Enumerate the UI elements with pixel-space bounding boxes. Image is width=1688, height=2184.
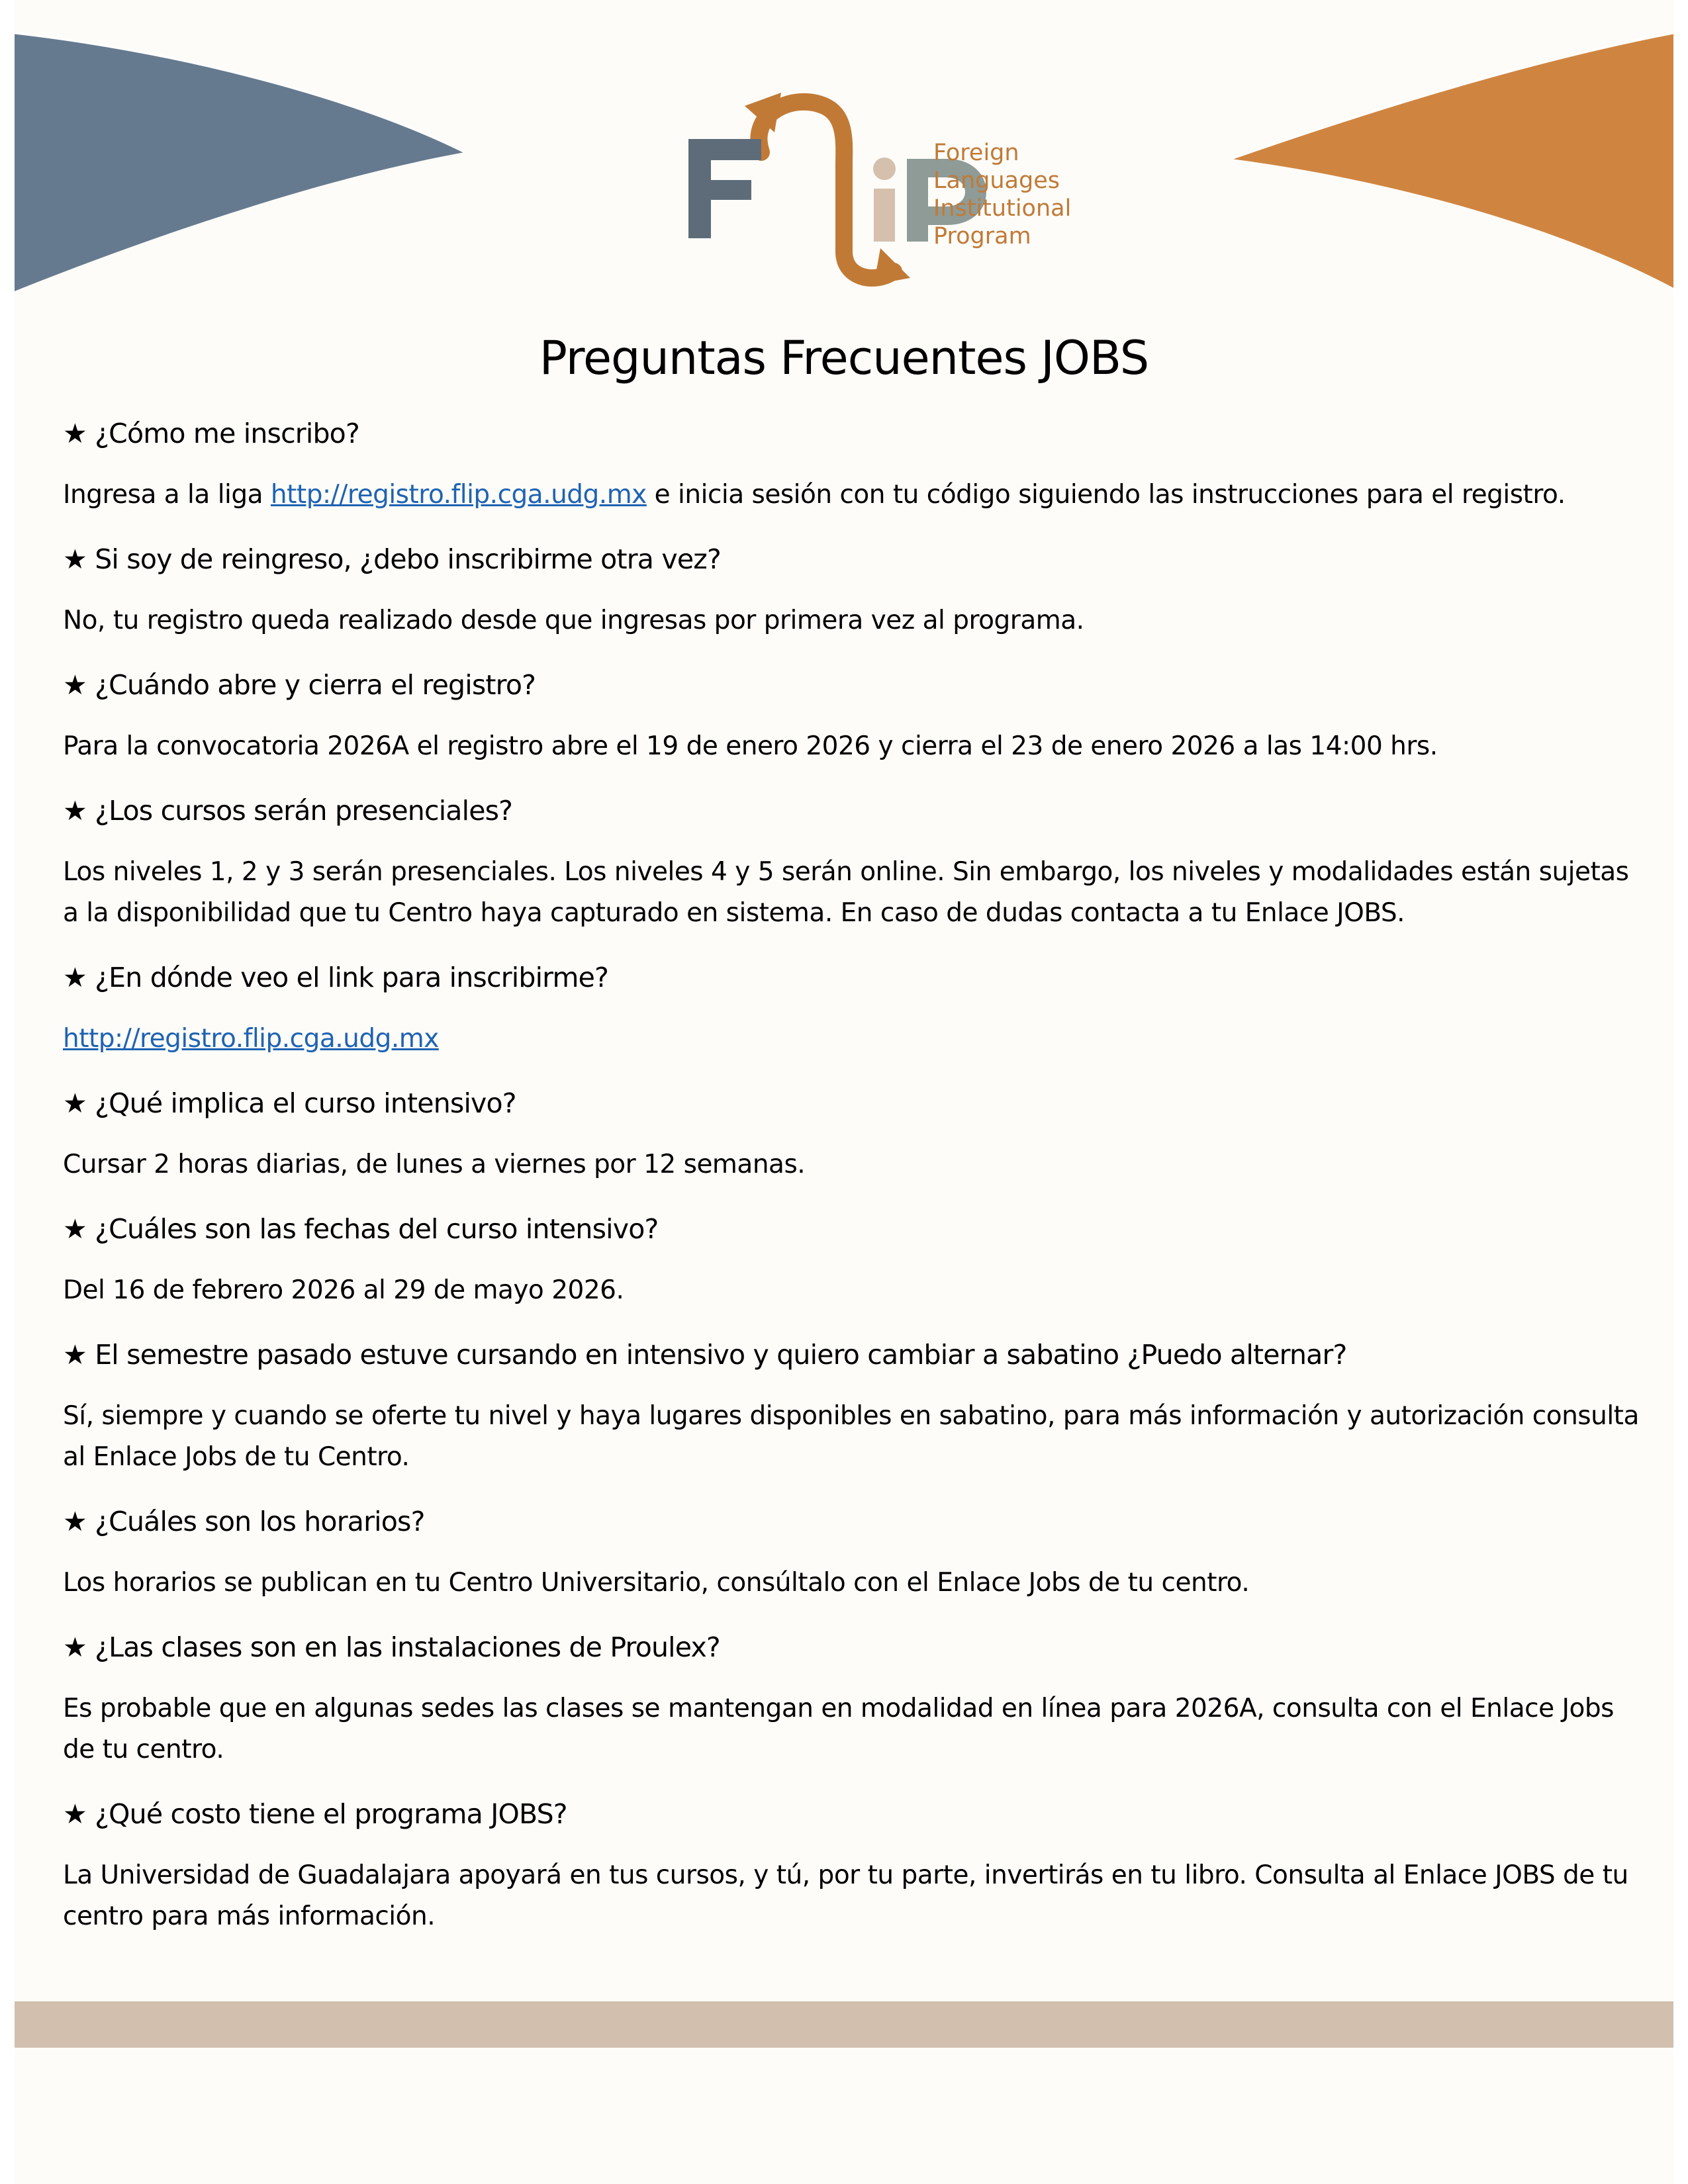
faq-question: ★ ¿Los cursos serán presenciales? <box>63 795 513 827</box>
logo-line: Institutional <box>933 195 1072 222</box>
faq-answer: Es probable que en algunas sedes las clases se mantengan en modalidad en línea para 2026A, consulta con el Enlace Jobs de tu centro. <box>63 1694 1614 1764</box>
registration-link[interactable]: http://registro.flip.cga.udg.mx <box>270 480 647 510</box>
faq-answer <box>63 1019 1632 1060</box>
faq-answer: Cursar 2 horas diarias, de lunes a viernes por 12 semanas. <box>63 1150 806 1179</box>
faq-question: ★ ¿Cuáles son las fechas del curso intensivo? <box>63 1213 659 1245</box>
logo-line: Languages <box>933 167 1060 194</box>
faq-answer: Ingresa a la liga http://registro.flip.cga.udg.mx e inicia sesión con tu código siguiendo las instrucciones para el registro. <box>63 480 1566 510</box>
faq-question: ★ Si soy de reingreso, ¿debo inscribirme otra vez? <box>63 543 721 575</box>
faq-list <box>63 414 1639 1961</box>
faq-question: ★ El semestre pasado estuve cursando en intensivo y quiero cambiar a sabatino ¿Puedo alternar? <box>63 1339 1347 1371</box>
logo-line: Program <box>933 223 1031 250</box>
faq-answer: Los horarios se publican en tu Centro Universitario, consúltalo con el Enlace Jobs de tu centro. <box>63 1568 1250 1598</box>
page-title: Preguntas Frecuentes JOBS <box>539 331 1149 385</box>
faq-answer: Para la convocatoria 2026A el registro abre el 19 de enero 2026 y cierra el 23 de enero 2026 a las 14:00 hrs. <box>63 731 1438 761</box>
faq-question: ★ ¿Cuáles son los horarios? <box>63 1506 425 1537</box>
faq-question: ★ ¿Cuándo abre y cierra el registro? <box>63 669 536 701</box>
faq-question: ★ ¿Las clases son en las instalaciones de Proulex? <box>63 1631 720 1663</box>
faq-answer: Sí, siempre y cuando se oferte tu nivel y haya lugares disponibles en sabatino, para más información y autorización consulta al Enlace Jobs de tu Centro. <box>63 1401 1639 1472</box>
faq-question: ★ ¿Qué implica el curso intensivo? <box>63 1087 516 1119</box>
registration-link[interactable]: http://registro.flip.cga.udg.mx <box>63 1024 439 1054</box>
faq-answer: La Universidad de Guadalajara apoyará en tus cursos, y tú, por tu parte, invertirás en tu libro. Consulta al Enlace JOBS de tu centro para más información. <box>63 1860 1628 1931</box>
footer-band <box>15 2001 1673 2048</box>
left-header-wing <box>15 26 471 298</box>
faq-question: ★ ¿Cómo me inscribo? <box>63 418 359 449</box>
right-header-wing <box>1225 26 1675 298</box>
faq-answer: Del 16 de febrero 2026 al 29 de mayo 2026. <box>63 1275 624 1305</box>
faq-question: ★ ¿Qué costo tiene el programa JOBS? <box>63 1798 567 1830</box>
logo-line: Foreign <box>933 140 1019 166</box>
faq-answer: No, tu registro queda realizado desde que ingresas por primera vez al programa. <box>63 606 1084 635</box>
faq-answer: Los niveles 1, 2 y 3 serán presenciales. Los niveles 4 y 5 serán online. Sin embargo, los niveles y modalidades están sujetas a la disponibilidad que tu Centro haya capturado en sistema. En caso de dudas contacta a tu Enlace JOBS. <box>63 857 1629 928</box>
logo-wordmark <box>933 139 1071 250</box>
faq-question: ★ ¿En dónde veo el link para inscribirme? <box>63 962 609 993</box>
